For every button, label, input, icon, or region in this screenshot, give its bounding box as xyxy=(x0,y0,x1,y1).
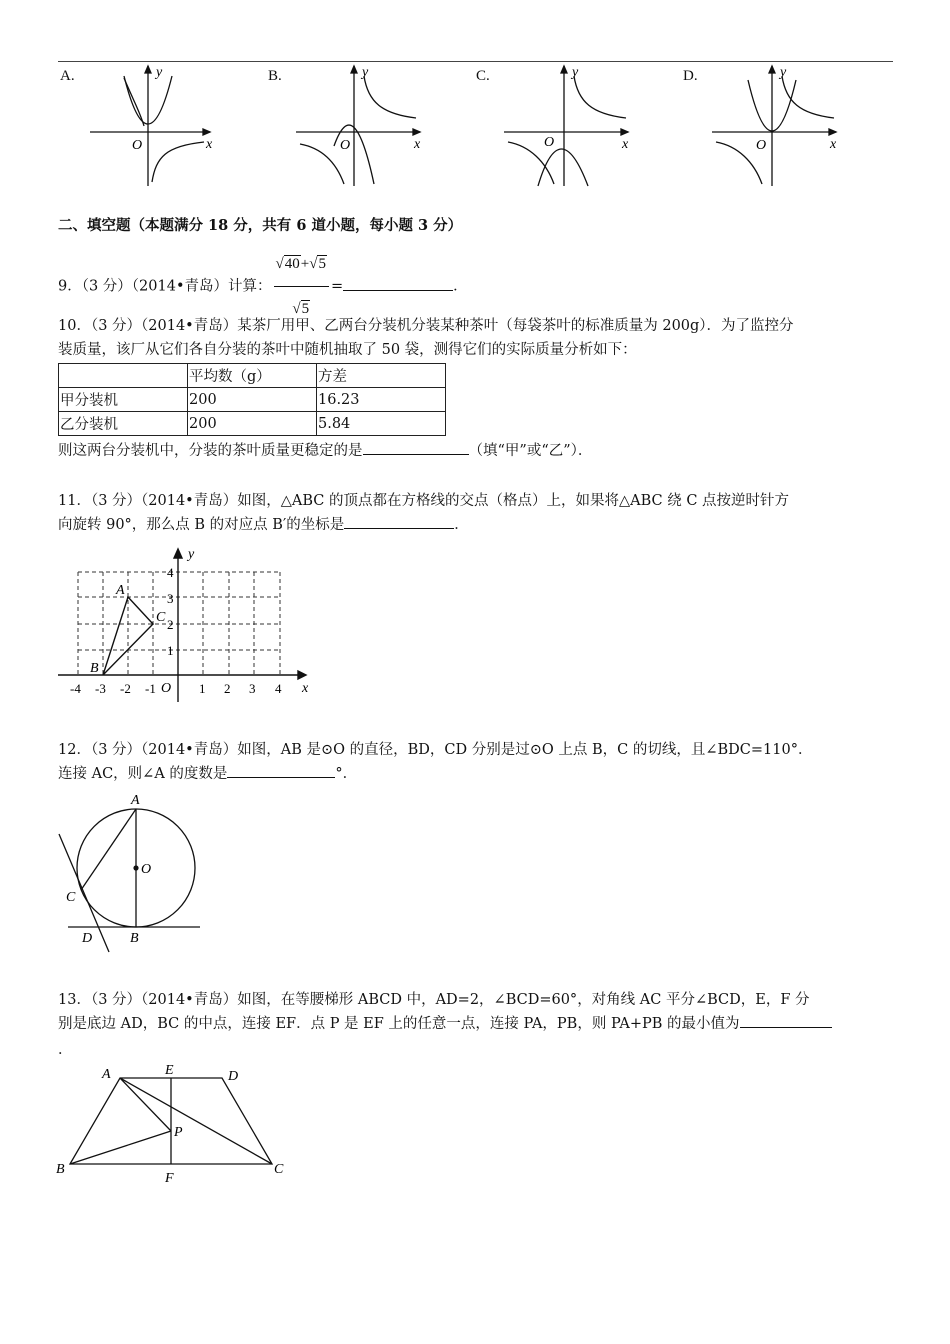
q12-label-b: B xyxy=(130,931,139,946)
q11-xtick: 2 xyxy=(224,681,231,696)
table-header-cell xyxy=(59,364,188,388)
option-a-origin: O xyxy=(132,138,143,153)
option-d-ylabel: y xyxy=(780,65,787,80)
q11-xtick: 4 xyxy=(275,681,282,696)
q11-answer-blank[interactable] xyxy=(344,514,454,529)
q12-answer-blank[interactable] xyxy=(227,763,335,778)
q13-line2-text: 别是底边 AD，BC 的中点，连接 EF．点 P 是 EF 上的任意一点，连接 PA，PB，则 PA+PB 的最小值为 xyxy=(58,1016,740,1032)
q11-xtick: -2 xyxy=(120,681,131,696)
q12-figure xyxy=(54,790,214,956)
q11-point-a: A xyxy=(116,583,125,598)
q11-line2-text: 向旋转 90°，那么点 B 的对应点 B′的坐标是 xyxy=(58,517,345,533)
q9-den: 5 xyxy=(301,301,310,317)
q13-label-a: A xyxy=(102,1067,111,1082)
option-b-origin: O xyxy=(340,138,351,153)
q11-xtick: -4 xyxy=(70,681,81,696)
q11-line2-tail: ． xyxy=(454,517,469,533)
option-c-ylabel: y xyxy=(572,65,579,80)
option-c-graph xyxy=(500,62,635,188)
option-b-label: B. xyxy=(268,68,282,84)
table-cell: 200 xyxy=(188,388,317,412)
q11-ytick: 1 xyxy=(167,643,174,658)
table-header-cell: 方差 xyxy=(317,364,446,388)
q12-label-d: D xyxy=(82,931,93,946)
table-header-row xyxy=(59,364,446,388)
q11-xtick: -1 xyxy=(145,681,156,696)
option-d-origin: O xyxy=(756,138,767,153)
q12-label-c: C xyxy=(66,890,76,905)
q10-line3-b: （填“甲”或“乙”）． xyxy=(468,443,593,459)
q9-fraction: $\frac{√40+√5}{√5}$ xyxy=(274,242,329,331)
table-cell: 16.23 xyxy=(317,388,446,412)
q11-point-b: B xyxy=(90,661,99,676)
q11-figure xyxy=(56,544,326,706)
table-row xyxy=(59,388,446,412)
table-cell: 甲分装机 xyxy=(59,388,188,412)
q9-plus: + xyxy=(300,256,310,272)
q12-line2-tail: °． xyxy=(335,766,358,782)
q11-line1: 11．（3 分）（2014•青岛）如图，△ABC 的顶点都在方格线的交点（格点）上，如果将△ABC 绕 C 点按逆时针方 xyxy=(58,493,790,509)
q13-label-f: F xyxy=(165,1171,174,1186)
option-d-xlabel: x xyxy=(830,137,837,152)
q9-num-b: 5 xyxy=(318,256,326,272)
option-a-graph xyxy=(86,62,216,188)
table-cell: 乙分装机 xyxy=(59,412,188,436)
q10-line3-a: 则这两台分装机中，分装的茶叶质量更稳定的是 xyxy=(58,443,363,459)
q13-label-b: B xyxy=(56,1162,65,1177)
option-d-label: D. xyxy=(683,68,698,84)
q9-equals: = xyxy=(330,278,344,295)
q9-tail: ． xyxy=(453,278,468,295)
q13-figure xyxy=(52,1058,292,1188)
table-cell: 5.84 xyxy=(317,412,446,436)
q11-line2 xyxy=(58,513,469,537)
q11-point-c: C xyxy=(156,610,166,625)
q13-line1: 13．（3 分）（2014•青岛）如图，在等腰梯形 ABCD 中，AD=2，∠BCD=60°，对角线 AC 平分∠BCD，E，F 分 xyxy=(58,992,810,1008)
q10-line3 xyxy=(58,439,592,463)
q10-answer-blank[interactable] xyxy=(363,440,469,455)
q12-line2-text: 连接 AC，则∠A 的度数是 xyxy=(58,766,228,782)
q12-label-o: O xyxy=(141,862,152,877)
q11-xtick: -3 xyxy=(95,681,106,696)
q9-answer-blank[interactable] xyxy=(343,276,453,291)
q11-origin: O xyxy=(161,681,172,696)
q13-line3: ． xyxy=(58,1042,73,1058)
option-b-graph xyxy=(292,62,427,188)
option-c-xlabel: x xyxy=(622,137,629,152)
q9-prefix: 9．（3 分）（2014•青岛）计算： xyxy=(58,278,272,295)
q13-answer-blank[interactable] xyxy=(740,1013,832,1028)
q13-label-d: D xyxy=(228,1069,239,1084)
section-title: 二、填空题（本题满分 18 分，共有 6 道小题，每小题 3 分） xyxy=(58,217,463,234)
q11-ytick: 2 xyxy=(167,617,174,632)
q12-line2 xyxy=(58,762,357,786)
q9-num-a: 40 xyxy=(284,256,300,272)
q12-label-a: A xyxy=(131,793,140,808)
option-d-graph xyxy=(708,62,843,188)
table-header-cell: 平均数（g） xyxy=(188,364,317,388)
option-b-ylabel: y xyxy=(362,65,369,80)
q11-ytick: 3 xyxy=(167,591,174,606)
q10-line1: 10．（3 分）（2014•青岛）某茶厂用甲、乙两台分装机分装某种茶叶（每袋茶叶的标准质量为 200g）．为了监控分 xyxy=(58,318,794,334)
q12-line1: 12．（3 分）（2014•青岛）如图，AB 是⊙O 的直径，BD，CD 分别是过⊙O 上点 B，C 的切线，且∠BDC=110°． xyxy=(58,742,813,758)
option-a-ylabel: y xyxy=(156,65,163,80)
q11-xtick: 1 xyxy=(199,681,206,696)
q13-label-c: C xyxy=(274,1162,284,1177)
q10-line2: 装质量，该厂从它们各自分装的茶叶中随机抽取了 50 袋，测得它们的实际质量分析如下： xyxy=(58,342,637,358)
question-9 xyxy=(58,242,468,317)
q13-label-e: E xyxy=(165,1063,174,1078)
option-a-label: A. xyxy=(60,68,75,84)
q11-ylabel: y xyxy=(188,547,195,562)
option-a-xlabel: x xyxy=(206,137,213,152)
option-c-label: C. xyxy=(476,68,490,84)
table-cell: 200 xyxy=(188,412,317,436)
q10-table xyxy=(58,363,446,436)
q13-line2 xyxy=(58,1012,832,1036)
option-c-origin: O xyxy=(544,135,555,150)
q13-label-p: P xyxy=(174,1125,183,1140)
q11-xtick: 3 xyxy=(249,681,256,696)
q11-ytick: 4 xyxy=(167,565,174,580)
q12-center-dot xyxy=(133,865,138,870)
table-row xyxy=(59,412,446,436)
option-b-xlabel: x xyxy=(414,137,421,152)
q11-xlabel: x xyxy=(302,681,309,696)
